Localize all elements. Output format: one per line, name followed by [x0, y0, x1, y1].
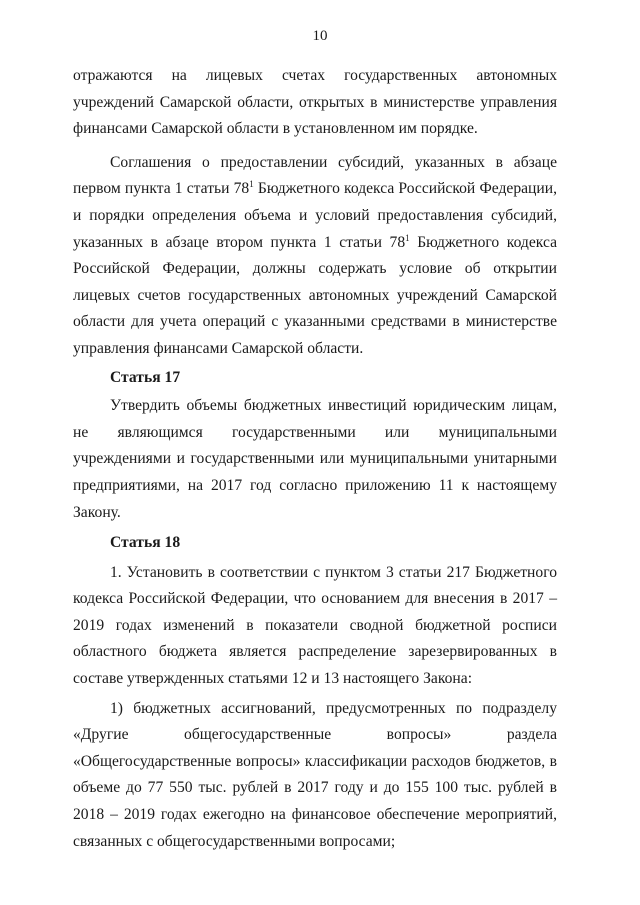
superscript: 1 [249, 179, 254, 190]
document-body [73, 63, 557, 855]
paragraph-continuation: отражаются на лицевых счетах государственных автономных учреждений Самарской области, открытых в министерстве управления финансами Самарской области в установленном им порядке. [73, 67, 557, 138]
superscript: 1 [405, 232, 410, 243]
paragraph-agreements [73, 150, 557, 363]
article-17-heading: Статья 17 [110, 368, 181, 386]
paragraph-text: Соглашения о предоставлении субсидий, указанных в абзаце первом пункта 1 статьи 78 [73, 153, 557, 198]
paragraph-article-18-1: 1. Установить в соответствии с пунктом 3 статьи 217 Бюджетного кодекса Российской Федерации, что основанием для внесения в 2017 – 2019 годах изменений в показатели сводной бюджетной росписи областного бюджета является распределение зарезервированных в составе утвержденных статьями 12 и 13 настоящего Закона: [73, 563, 557, 688]
article-18-heading: Статья 18 [110, 534, 181, 552]
paragraph-text: Бюджетного кодекса Российской Федерации, и порядки определения объема и условий предоставления субсидий, указанных в абзаце втором пункта 1 статьи 78 [73, 180, 557, 251]
paragraph-text: Бюджетного кодекса Российской Федерации, должны содержать условие об открытии лицевых счетов государственных автономных учреждений Самарской области для учета операций с указанными средствами в министерстве управления финансами Самарской области. [73, 233, 557, 357]
paragraph-article-18-1-1: 1) бюджетных ассигнований, предусмотренных по подразделу «Другие общегосударственные вопросы» раздела «Общегосударственные вопросы» классификации расходов бюджетов, в объеме до 77 550 тыс. рублей в 2017 году и до 155 100 тыс. рублей в 2018 – 2019 годах ежегодно на финансовое обеспечение мероприятий, связанных с общегосударственными вопросами; [73, 699, 557, 850]
paragraph-article-17: Утвердить объемы бюджетных инвестиций юридическим лицам, не являющимся государственными или муниципальными учреждениями и государственными или муниципальными унитарными предприятиями, на 2017 год согласно приложению 11 к настоящему Закону. [73, 397, 557, 521]
page-number: 10 [312, 28, 328, 44]
